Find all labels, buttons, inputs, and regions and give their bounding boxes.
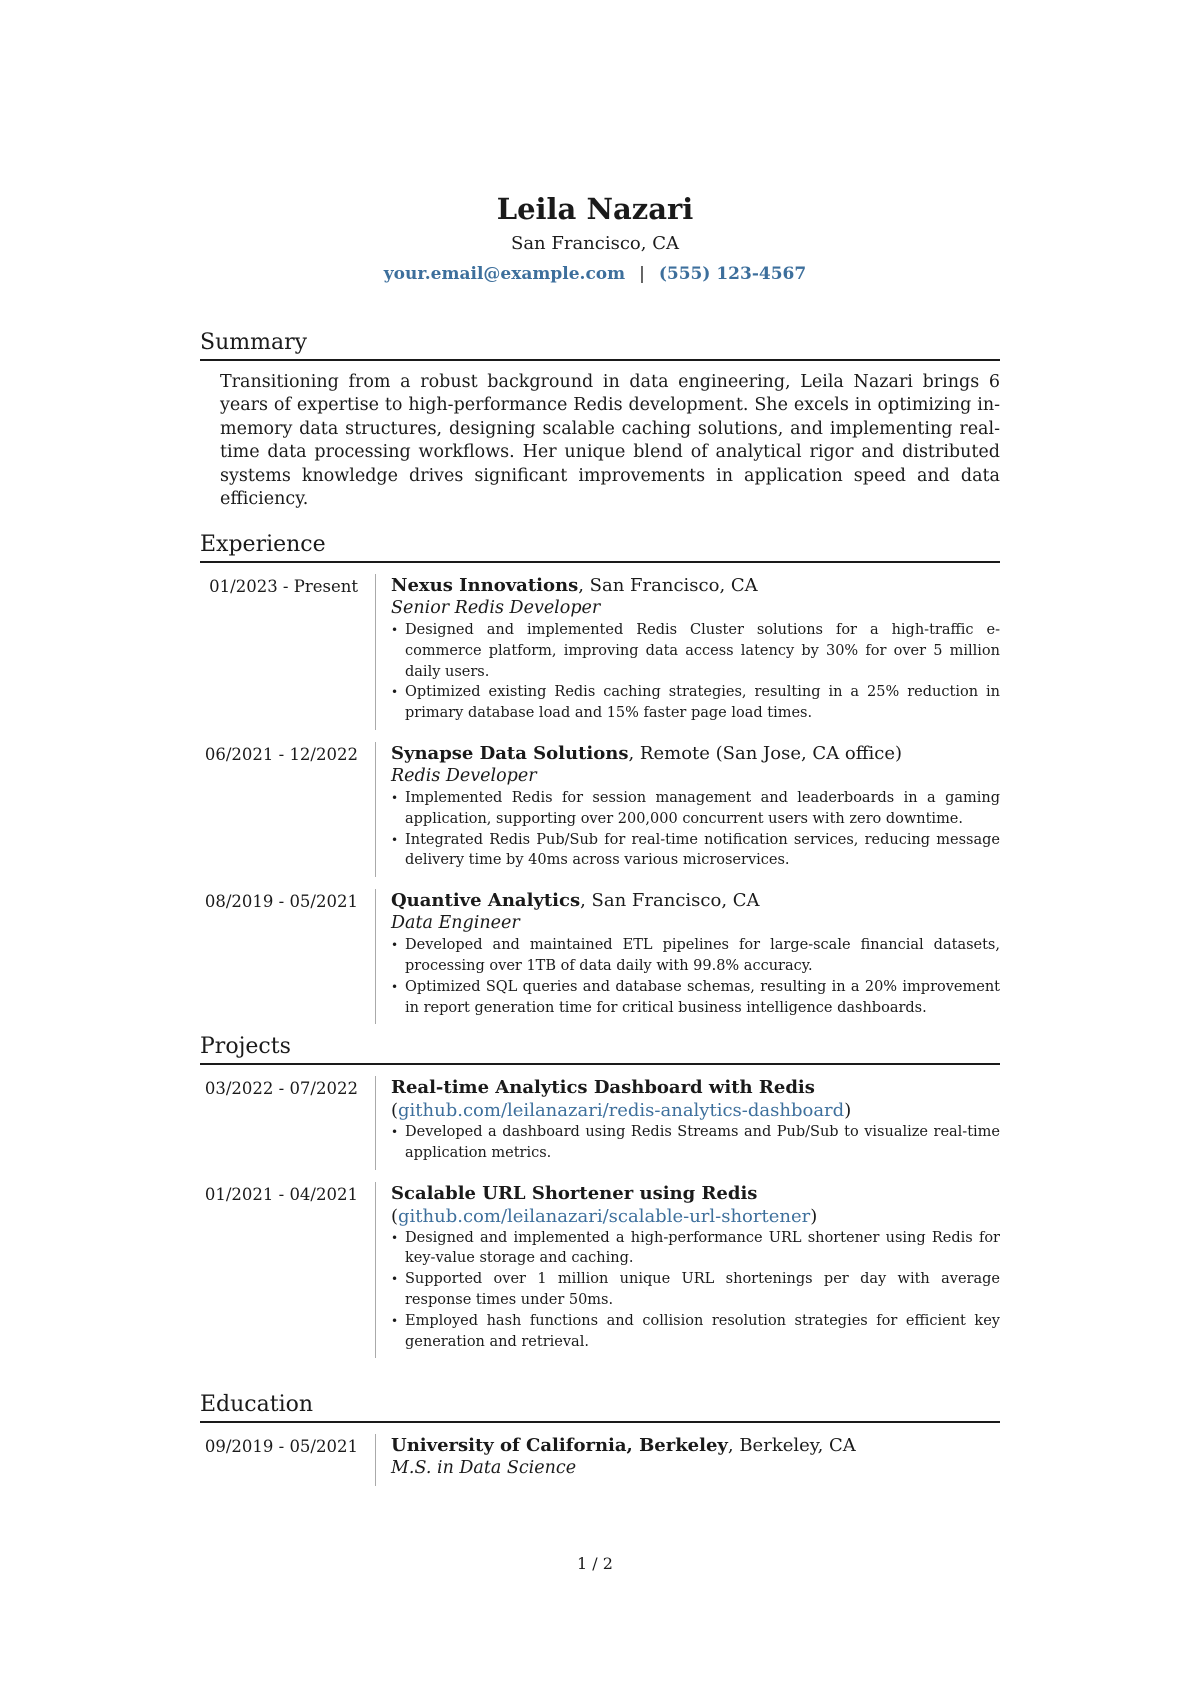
projects-section (200, 1032, 1000, 1358)
candidate-location: San Francisco, CA (510, 233, 679, 254)
paren-close: ) (810, 1205, 818, 1227)
project-link[interactable]: github.com/leilanazari/scalable-url-shortener (398, 1205, 811, 1227)
summary-section (200, 328, 1000, 511)
entry-location: , Remote (San Jose, CA office) (628, 742, 903, 764)
entry-body (375, 1182, 1000, 1359)
bullet-item: • Supported over 1 million unique URL shortenings per day with average response times under 50ms. (391, 1269, 1000, 1311)
entry-date: 01/2023 - Present (209, 577, 358, 596)
project-name: Real-time Analytics Dashboard with Redis (391, 1077, 815, 1098)
paren-open: ( (391, 1205, 399, 1227)
education-entry (200, 1434, 1000, 1486)
entry-role: Data Engineer (391, 913, 520, 934)
entry-role: Redis Developer (391, 765, 537, 786)
entry-org: University of California, Berkeley (391, 1435, 728, 1456)
entry-org-line (391, 889, 1000, 912)
bullet-item: • Employed hash functions and collision resolution strategies for efficient key generation and retrieval. (391, 1311, 1000, 1353)
entry-body (375, 574, 1000, 730)
entry-bullets (391, 788, 1000, 871)
entry-degree: M.S. in Data Science (391, 1458, 577, 1478)
candidate-name: Leila Nazari (496, 192, 694, 226)
bullet-item: • Implemented Redis for session management and leaderboards in a gaming application, supporting over 200,000 concurrent users with zero downtime. (391, 788, 1000, 830)
entry-bullets (391, 1228, 1000, 1353)
paren-open: ( (391, 1100, 399, 1121)
email-link[interactable]: your.email@example.com (383, 264, 626, 284)
project-title-line (391, 1076, 1000, 1122)
entry-date: 09/2019 - 05/2021 (204, 1437, 358, 1456)
entry-body (375, 1434, 1000, 1486)
entry-org: Nexus Innovations (391, 575, 579, 596)
bullet-item: • Developed a dashboard using Redis Streams and Pub/Sub to visualize real-time application metrics. (391, 1122, 1000, 1164)
entry-location: , San Francisco, CA (580, 890, 760, 912)
entry-org: Synapse Data Solutions (391, 742, 629, 764)
experience-entry (200, 742, 1000, 877)
entry-body (375, 742, 1000, 877)
section-title-education: Education (200, 1390, 1000, 1423)
entry-bullets (391, 620, 1000, 724)
bullet-item: • Optimized SQL queries and database schemas, resulting in a 20% improvement in report generation time for critical business intelligence dashboards. (391, 977, 1000, 1019)
project-name: Scalable URL Shortener using Redis (391, 1182, 758, 1204)
project-title-line (391, 1182, 1000, 1228)
entry-org: Quantive Analytics (391, 890, 581, 912)
bullet-item: • Designed and implemented Redis Cluster solutions for a high-traffic e-commerce platform, improving data access latency by 30% for over 5 million daily users. (391, 620, 1000, 682)
entry-location: , San Francisco, CA (578, 575, 758, 596)
entry-date: 06/2021 - 12/2022 (204, 744, 358, 764)
entry-bullets (391, 1122, 1000, 1164)
project-entry (200, 1182, 1000, 1359)
entry-body (375, 1076, 1000, 1170)
entry-date: 01/2021 - 04/2021 (204, 1184, 358, 1204)
entry-date: 08/2019 - 05/2021 (204, 892, 358, 912)
section-title-projects: Projects (200, 1032, 1000, 1065)
experience-entry (200, 574, 1000, 730)
entry-location: , Berkeley, CA (727, 1435, 856, 1456)
experience-entry (200, 889, 1000, 1024)
phone-link[interactable]: (555) 123-4567 (658, 264, 807, 284)
resume-header (0, 190, 1190, 286)
section-title-summary: Summary (200, 328, 1000, 361)
page-number: 1 / 2 (577, 1554, 613, 1573)
entry-org-line (391, 574, 1000, 597)
section-title-experience: Experience (200, 530, 1000, 563)
project-link[interactable]: github.com/leilanazari/redis-analytics-dashboard (398, 1100, 845, 1121)
contact-separator: | (639, 264, 645, 284)
paren-close: ) (844, 1100, 852, 1121)
bullet-item: • Designed and implemented a high-performance URL shortener using Redis for key-value storage and caching. (391, 1228, 1000, 1270)
bullet-item: • Integrated Redis Pub/Sub for real-time notification services, reducing message delivery time by 40ms across various microservices. (391, 830, 1000, 872)
entry-body (375, 889, 1000, 1024)
bullet-item: • Optimized existing Redis caching strategies, resulting in a 25% reduction in primary database load and 15% faster page load times. (391, 682, 1000, 724)
contact-line (0, 262, 1190, 286)
entry-role: Senior Redis Developer (391, 598, 601, 618)
entry-org-line (391, 1434, 1000, 1457)
education-section (200, 1390, 1000, 1486)
entry-bullets (391, 935, 1000, 1018)
summary-text: Transitioning from a robust background in data engineering, Leila Nazari brings 6 years of expertise to high-performance Redis development. She excels in optimizing in-memory data structures, designing scalable caching solutions, and implementing real-time data processing workflows. Her unique blend of analytical rigor and distributed systems knowledge drives significant improvements in application speed and data efficiency. (220, 372, 1000, 510)
experience-section (200, 530, 1000, 1024)
project-entry (200, 1076, 1000, 1170)
entry-org-line (391, 742, 1000, 765)
entry-date: 03/2022 - 07/2022 (204, 1079, 358, 1098)
bullet-item: • Developed and maintained ETL pipelines for large-scale financial datasets, processing over 1TB of data daily with 99.8% accuracy. (391, 935, 1000, 977)
